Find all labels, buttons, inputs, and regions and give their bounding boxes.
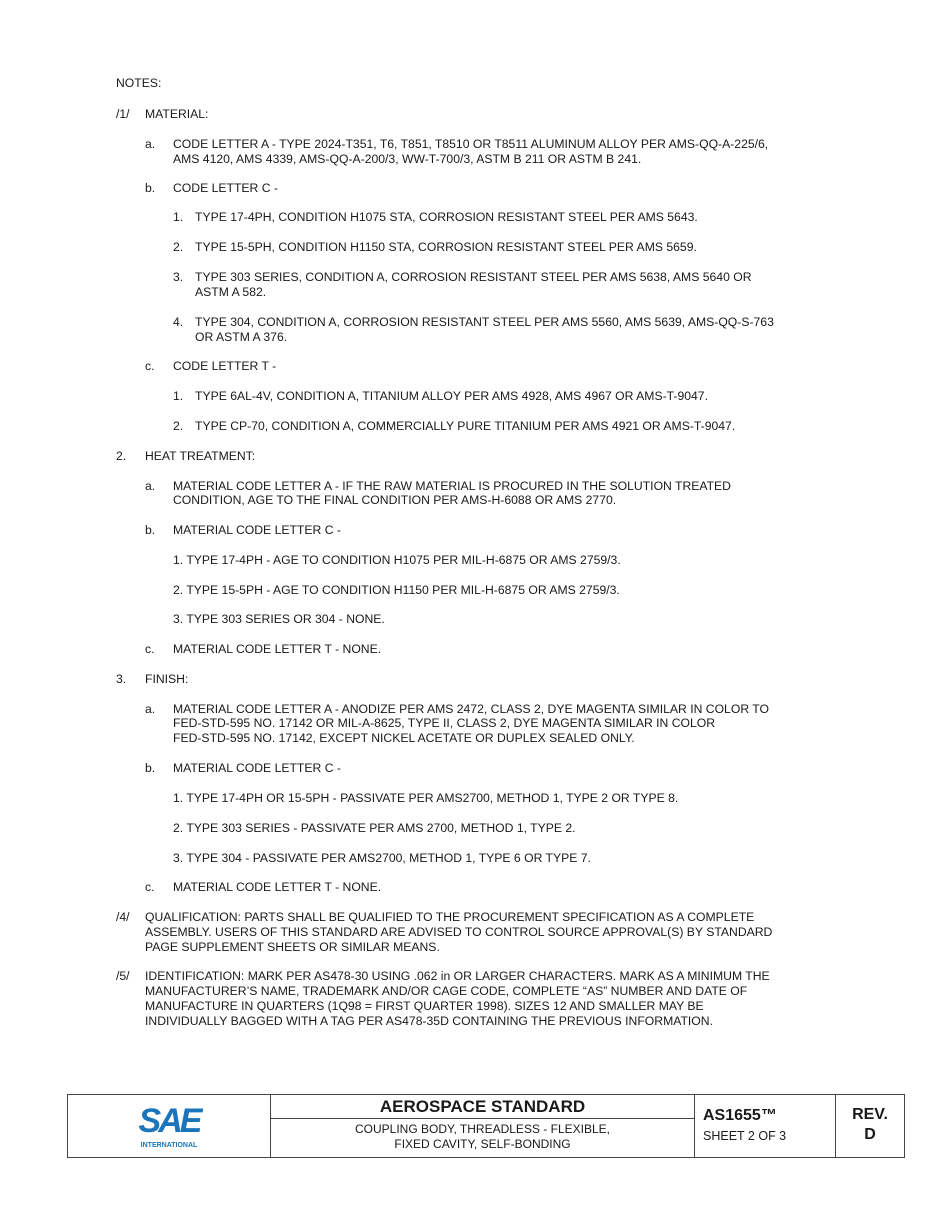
note-line: /1/ <box>116 107 130 121</box>
note-line: a. <box>145 479 156 493</box>
note-line: FINISH: <box>145 672 189 686</box>
sae-logo-text: SAE <box>138 1102 200 1140</box>
sheet-number: SHEET 2 OF 3 <box>703 1129 787 1143</box>
note-line: CONDITION, AGE TO THE FINAL CONDITION PER AMS-H-6088 OR AMS 2770. <box>173 493 617 507</box>
note-line: 2. <box>173 240 184 254</box>
note-line: 4. <box>173 315 184 329</box>
note-line: c. <box>145 642 155 656</box>
note-line: CODE LETTER A - TYPE 2024-T351, T6, T851, T8510 OR T8511 ALUMINUM ALLOY PER AMS-QQ-A-225/6, <box>173 137 769 151</box>
note-line: 3. <box>173 270 184 284</box>
note-line: FED-STD-595 NO. 17142, EXCEPT NICKEL ACETATE OR DUPLEX SEALED ONLY. <box>173 731 635 745</box>
note-line: TYPE 303 SERIES, CONDITION A, CORROSION RESISTANT STEEL PER AMS 5638, AMS 5640 OR <box>195 270 752 284</box>
note-line: 2. <box>173 419 184 433</box>
note-line: MANUFACTURE IN QUARTERS (1Q98 = FIRST QUARTER 1998). SIZES 12 AND SMALLER MAY BE <box>145 999 704 1013</box>
note-line: MATERIAL CODE LETTER A - ANODIZE PER AMS 2472, CLASS 2, DYE MAGENTA SIMILAR IN COLOR TO <box>173 702 769 716</box>
sae-logo-subtext: INTERNATIONAL <box>140 1142 198 1149</box>
note-line: /4/ <box>116 910 130 924</box>
note-line: TYPE CP-70, CONDITION A, COMMERCIALLY PURE TITANIUM PER AMS 4921 OR AMS-T-9047. <box>195 419 736 433</box>
note-line: 3. TYPE 303 SERIES OR 304 - NONE. <box>173 612 385 626</box>
note-line: 1. <box>173 389 184 403</box>
note-line: a. <box>145 702 156 716</box>
doc-number-cell <box>695 1095 836 1157</box>
note-line: ASSEMBLY. USERS OF THIS STANDARD ARE ADVISED TO CONTROL SOURCE APPROVAL(S) BY STANDARD <box>145 925 773 939</box>
note-line: MATERIAL CODE LETTER C - <box>173 761 341 775</box>
note-line: MATERIAL CODE LETTER T - NONE. <box>173 880 382 894</box>
note-line: FED-STD-595 NO. 17142 OR MIL-A-8625, TYPE II, CLASS 2, DYE MAGENTA SIMILAR IN COLOR <box>173 716 716 730</box>
note-line: MANUFACTURER’S NAME, TRADEMARK AND/OR CAGE CODE, COMPLETE “AS” NUMBER AND DATE OF <box>145 984 748 998</box>
note-line: PAGE SUPPLEMENT SHEETS OR SIMILAR MEANS. <box>145 940 440 954</box>
title-cell <box>271 1095 695 1157</box>
logo-cell <box>68 1095 271 1157</box>
note-line: TYPE 304, CONDITION A, CORROSION RESISTANT STEEL PER AMS 5560, AMS 5639, AMS-QQ-S-763 <box>195 315 774 329</box>
note-line: b. <box>145 523 156 537</box>
note-line: CODE LETTER C - <box>173 181 278 195</box>
document-number: AS1655™ <box>703 1107 777 1124</box>
document-subtitle <box>271 1122 694 1152</box>
note-line: HEAT TREATMENT: <box>145 449 256 463</box>
note-line: MATERIAL: <box>145 107 209 121</box>
title-block <box>67 1094 905 1158</box>
revision-label: REV. <box>852 1106 888 1123</box>
note-line: a. <box>145 137 156 151</box>
note-line: TYPE 6AL-4V, CONDITION A, TITANIUM ALLOY PER AMS 4928, AMS 4967 OR AMS-T-9047. <box>195 389 708 403</box>
note-line: CODE LETTER T - <box>173 359 277 373</box>
note-line: 3. TYPE 304 - PASSIVATE PER AMS2700, METHOD 1, TYPE 6 OR TYPE 7. <box>173 851 591 865</box>
note-line: INDIVIDUALLY BAGGED WITH A TAG PER AS478-35D CONTAINING THE PREVIOUS INFORMATION. <box>145 1014 713 1028</box>
revision-cell <box>836 1095 904 1157</box>
subtitle-line-1: COUPLING BODY, THREADLESS - FLEXIBLE, <box>355 1122 610 1136</box>
revision-value: D <box>864 1126 876 1143</box>
note-line: AMS 4120, AMS 4339, AMS-QQ-A-200/3, WW-T-700/3, ASTM B 211 OR ASTM B 241. <box>173 152 642 166</box>
note-line: 1. <box>173 210 184 224</box>
note-line: TYPE 17-4PH, CONDITION H1075 STA, CORROSION RESISTANT STEEL PER AMS 5643. <box>195 210 698 224</box>
note-line: OR ASTM A 376. <box>195 330 288 344</box>
note-line: 2. TYPE 303 SERIES - PASSIVATE PER AMS 2700, METHOD 1, TYPE 2. <box>173 821 576 835</box>
note-line: ASTM A 582. <box>195 285 267 299</box>
subtitle-line-2: FIXED CAVITY, SELF-BONDING <box>394 1137 571 1151</box>
note-line: TYPE 15-5PH, CONDITION H1150 STA, CORROSION RESISTANT STEEL PER AMS 5659. <box>195 240 697 254</box>
note-line: b. <box>145 761 156 775</box>
note-line: c. <box>145 359 155 373</box>
note-line: 1. TYPE 17-4PH - AGE TO CONDITION H1075 PER MIL-H-6875 OR AMS 2759/3. <box>173 553 621 567</box>
note-line: 3. <box>116 672 127 686</box>
note-line: /5/ <box>116 969 130 983</box>
note-line: b. <box>145 181 156 195</box>
revision <box>836 1105 904 1145</box>
sae-logo <box>68 1095 271 1157</box>
note-line: MATERIAL CODE LETTER T - NONE. <box>173 642 382 656</box>
note-line: 2. TYPE 15-5PH - AGE TO CONDITION H1150 PER MIL-H-6875 OR AMS 2759/3. <box>173 583 620 597</box>
note-line: c. <box>145 880 155 894</box>
note-line: NOTES: <box>116 76 162 90</box>
standard-title: AEROSPACE STANDARD <box>271 1095 694 1119</box>
note-line: MATERIAL CODE LETTER C - <box>173 523 341 537</box>
note-line: 2. <box>116 449 127 463</box>
note-line: IDENTIFICATION: MARK PER AS478-30 USING .062 in OR LARGER CHARACTERS. MARK AS A MINIMUM THE <box>145 969 770 983</box>
note-line: QUALIFICATION: PARTS SHALL BE QUALIFIED TO THE PROCUREMENT SPECIFICATION AS A COMPLETE <box>145 910 755 924</box>
note-line: MATERIAL CODE LETTER A - IF THE RAW MATERIAL IS PROCURED IN THE SOLUTION TREATED <box>173 479 731 493</box>
note-line: 1. TYPE 17-4PH OR 15-5PH - PASSIVATE PER AMS2700, METHOD 1, TYPE 2 OR TYPE 8. <box>173 791 679 805</box>
